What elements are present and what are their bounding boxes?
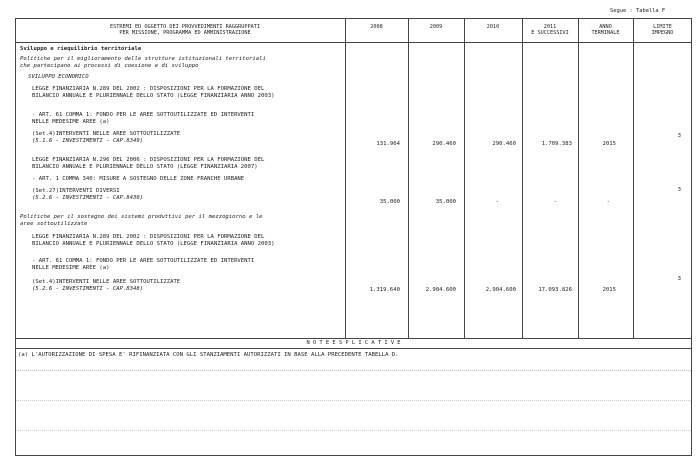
header-anno-terminale — [578, 24, 633, 36]
art3-line2: NELLE MEDESIME AREE (a) — [32, 265, 110, 271]
item2-2008: 35.000 — [379, 199, 400, 205]
law2-line1: LEGGE FINANZIARIA N.296 DEL 2006 : DISPOSIZIONI PER LA FORMAZIONE DEL — [32, 157, 265, 163]
item1-2011: 1.709.383 — [541, 141, 572, 147]
notes-title-line — [15, 348, 692, 349]
header-description-line2: PER MISSIONE, PROGRAMMA ED AMMINISTRAZIONE — [119, 30, 251, 36]
header-2008: 2008 — [370, 24, 383, 30]
art3-line1: - ART. 61 COMMA 1: FONDO PER LE AREE SOTTOUTILIZZATE ED INTERVENTI — [32, 258, 255, 264]
col-divider-limite — [633, 18, 634, 338]
policy1-line1: Politiche per il miglioramento delle strutture istituzionali territoriali — [20, 56, 266, 62]
header-2011 — [522, 24, 578, 36]
item2-line2: (5.2.6 - INVESTIMENTI - CAP.8430) — [32, 195, 144, 201]
header-2011-line2: E SUCCESSIVI — [531, 30, 569, 36]
header-description — [40, 24, 330, 36]
header-description-line1: ESTREMI ED OGGETTO DEI PROVVEDIMENTI RAGGRUPPATI — [110, 24, 260, 30]
header-limite-line2: IMPEGNO — [651, 30, 674, 36]
dotted-separator — [16, 400, 691, 401]
page-label: Segue : Tabella F — [610, 8, 666, 14]
dotted-separator — [16, 430, 691, 431]
law3-line2: BILANCIO ANNUALE E PLURIENNALE DELLO STATO (LEGGE FINANZIARIA ANNO 2003) — [32, 241, 275, 247]
item3-anno: 2015 — [602, 287, 616, 293]
item2-anno: - — [606, 199, 610, 205]
item1-line1: (Set.4)INTERVENTI NELLE AREE SOTTOUTILIZZATE — [32, 131, 181, 137]
art1-line1: - ART. 61 COMMA 1: FONDO PER LE AREE SOTTOUTILIZZATE ED INTERVENTI — [32, 112, 255, 118]
item3-limite: 3 — [677, 276, 681, 282]
item3-2011: 17.093.826 — [538, 287, 572, 293]
art1-line2: NELLE MEDESIME AREE (a) — [32, 119, 110, 125]
law1-line1: LEGGE FINANZIARIA N.289 DEL 2002 : DISPOSIZIONI PER LA FORMAZIONE DEL — [32, 86, 265, 92]
item3-line1: (Set.4)INTERVENTI NELLE AREE SOTTOUTILIZZATE — [32, 279, 181, 285]
item3-2008: 1.319.640 — [369, 287, 400, 293]
section-title: Sviluppo e riequilibrio territoriale — [20, 46, 142, 52]
policy2-line2: aree sottoutilizzate — [20, 221, 88, 227]
header-2011-line1: 2011 — [543, 24, 557, 30]
art2-line1: - ART. 1 COMMA 340: MISURE A SOSTEGNO DELLE ZONE FRANCHE URBANE — [32, 176, 245, 182]
law3-line1: LEGGE FINANZIARIA N.289 DEL 2002 : DISPOSIZIONI PER LA FORMAZIONE DEL — [32, 234, 265, 240]
admin1: SVILUPPO ECONOMICO — [28, 74, 89, 80]
law2-line2: BILANCIO ANNUALE E PLURIENNALE DELLO STATO (LEGGE FINANZIARIA 2007) — [32, 164, 258, 170]
item3-2009: 2.904.600 — [425, 287, 456, 293]
item1-line2: (5.1.6 - INVESTIMENTI - CAP.8349) — [32, 138, 144, 144]
header-2009: 2009 — [429, 24, 443, 30]
item3-2010: 2.904.600 — [485, 287, 516, 293]
dotted-separator — [16, 370, 691, 371]
header-limite-impegno — [633, 24, 692, 36]
item2-limite: 3 — [677, 187, 681, 193]
note-a: (a) L'AUTORIZZAZIONE DI SPESA E' RIFINANZIATA CON GLI STANZIAMENTI AUTORIZZATI IN BASE ALLA PRECEDENTE TABELLA D. — [18, 352, 399, 358]
item2-2010: - — [495, 199, 499, 205]
item3-line2: (5.2.6 - INVESTIMENTI - CAP.8348) — [32, 286, 144, 292]
header-limite-line1: LIMITE — [653, 24, 672, 30]
item2-line1: (Set.27)INTERVENTI DIVERSI — [32, 188, 120, 194]
header-anno-line2: TERMINALE — [591, 30, 620, 36]
header-anno-line1: ANNO — [599, 24, 612, 30]
policy2-line1: Politiche per il sostegno dei sistemi produttivi per il mezzogiorno e le — [20, 214, 263, 220]
item2-2009: 35.000 — [435, 199, 456, 205]
header-separator — [15, 42, 692, 43]
law1-line2: BILANCIO ANNUALE E PLURIENNALE DELLO STATO (LEGGE FINANZIARIA ANNO 2003) — [32, 93, 275, 99]
item2-2011: - — [553, 199, 557, 205]
notes-title: N O T E E S P L I C A T I V E — [306, 340, 401, 346]
item1-anno: 2015 — [602, 141, 616, 147]
policy1-line2: che partecipano ai processi di coesione e di sviluppo — [20, 63, 199, 69]
item1-2009: 290.460 — [432, 141, 456, 147]
notes-top-line — [15, 338, 692, 339]
item1-2010: 290.460 — [492, 141, 516, 147]
item1-limite: 3 — [677, 133, 681, 139]
header-2010: 2010 — [486, 24, 500, 30]
item1-2008: 131.964 — [376, 141, 400, 147]
